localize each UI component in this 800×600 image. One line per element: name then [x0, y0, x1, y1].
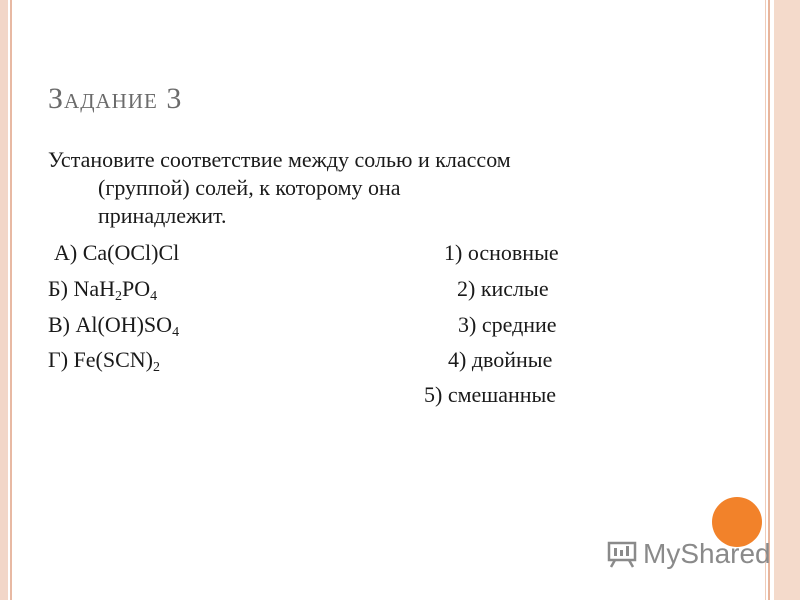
left-border-line	[10, 0, 12, 600]
class-item-1: 1) основные	[444, 240, 559, 265]
salt-formula-part: PO	[122, 276, 151, 301]
right-border-decoration	[774, 0, 800, 600]
subscript: 2	[115, 289, 122, 304]
salt-item-g	[48, 347, 160, 376]
subscript: 4	[172, 325, 180, 340]
class-item-2: 2) кислые	[457, 276, 549, 301]
subscript: 4	[150, 289, 158, 304]
salt-formula: В) Al(OH)SO	[48, 312, 173, 337]
right-border-line-thin	[765, 0, 766, 600]
salt-formula: Г) Fe(SCN)	[48, 347, 153, 372]
instruction-line-3: принадлежит.	[98, 203, 227, 228]
subscript: 2	[153, 360, 160, 375]
salt-formula: А) Ca(OCl)Cl	[54, 240, 180, 265]
slide-title: Задание 3	[48, 82, 183, 115]
instruction-line-2: (группой) солей, к которому она	[98, 175, 401, 200]
left-border-decoration	[0, 0, 8, 600]
presentation-board-icon	[607, 540, 637, 568]
class-item-3: 3) средние	[458, 312, 557, 337]
salt-item-a	[54, 240, 179, 266]
instruction-line-1: Установите соответствие между солью и классом	[48, 147, 511, 172]
myshared-logo	[607, 536, 771, 572]
right-border-line	[768, 0, 770, 600]
logo-text: MyShared	[643, 538, 771, 569]
salt-item-v	[48, 312, 179, 341]
salt-item-b	[48, 276, 157, 305]
class-item-4: 4) двойные	[448, 347, 553, 372]
task-instruction	[48, 146, 698, 230]
salt-formula: Б) NaH	[48, 276, 115, 301]
class-item-5: 5) смешанные	[424, 382, 557, 407]
